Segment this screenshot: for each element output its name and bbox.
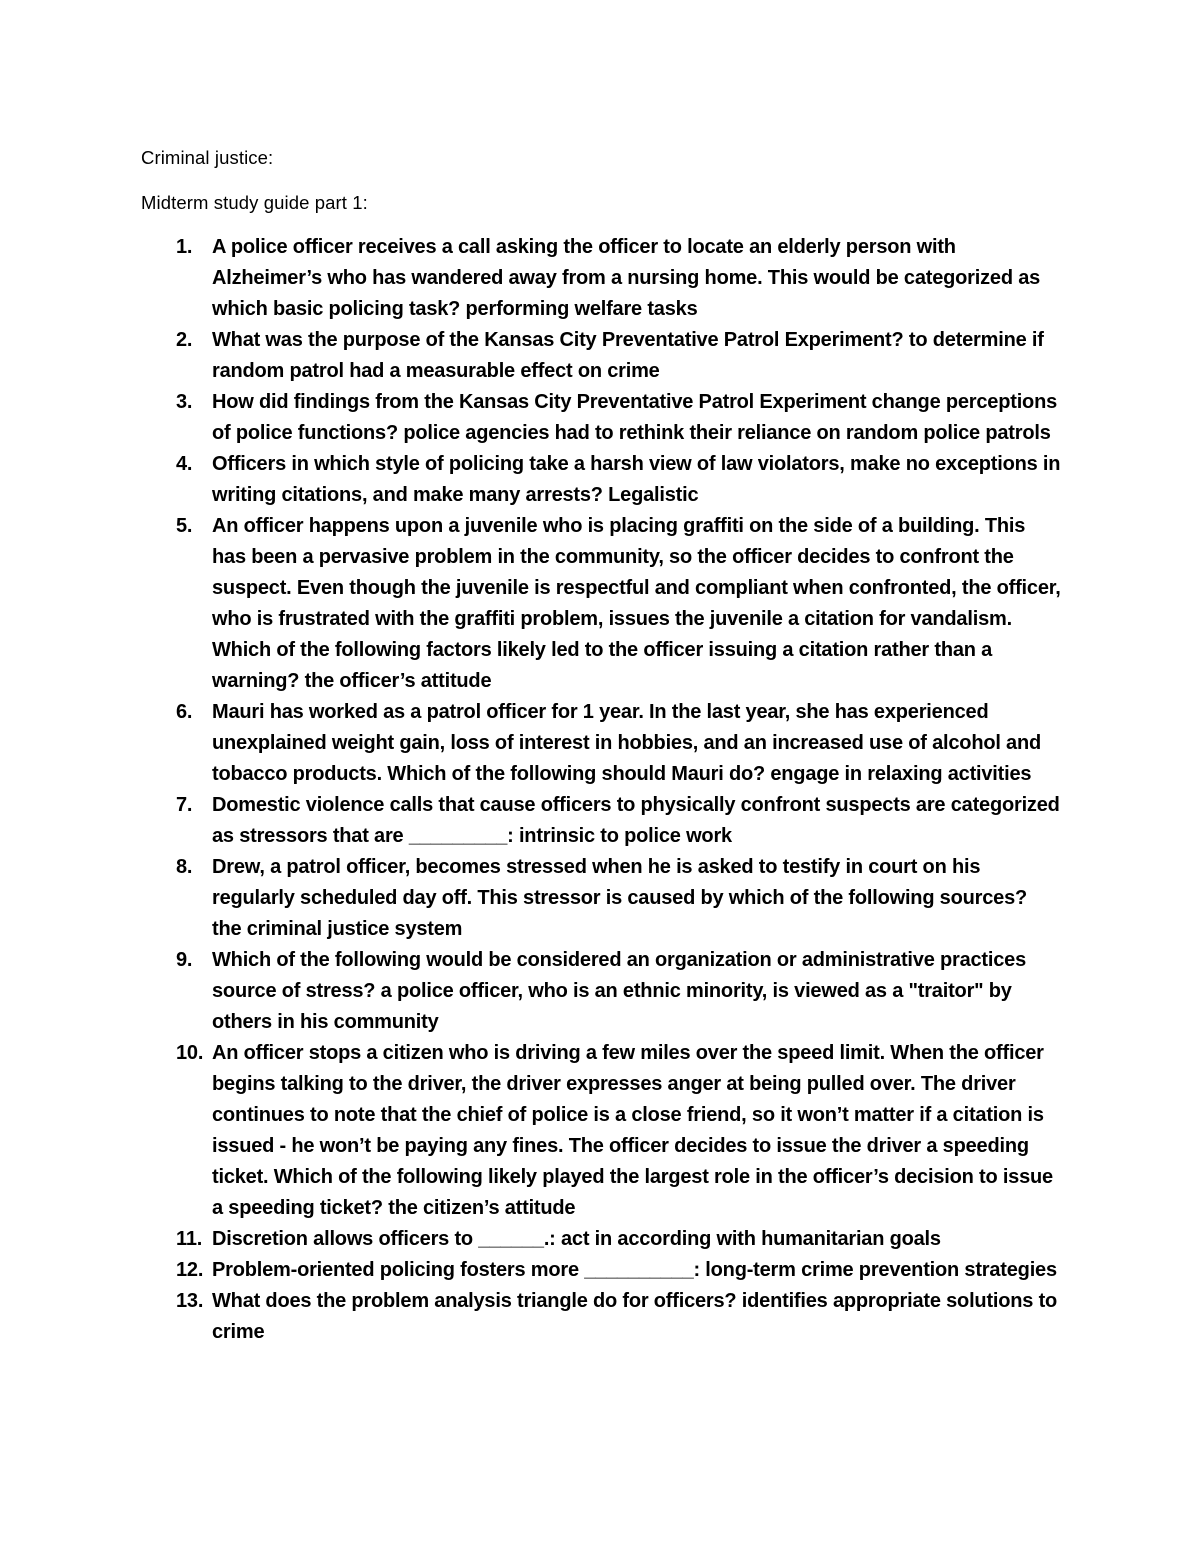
list-item [141, 1255, 1061, 1286]
list-item [141, 1286, 1061, 1348]
item-number: 6. [176, 701, 193, 723]
item-number: 10. [176, 1042, 204, 1064]
item-text: How did findings from the Kansas City Preventative Patrol Experiment change perceptions of police functions? police agencies had to rethink their reliance on random police patrols [212, 391, 1058, 444]
item-number: 13. [176, 1290, 204, 1312]
list-item [141, 449, 1061, 511]
list-item [141, 325, 1061, 387]
item-text: A police officer receives a call asking the officer to locate an elderly person with Alzheimer’s who has wandered away from a nursing home. This would be categorized as which basic policing task? performing welfare tasks [212, 236, 1041, 320]
item-number: 1. [176, 236, 193, 258]
item-text: Officers in which style of policing take a harsh view of law violators, make no exceptions in writing citations, and make many arrests? Legalistic [212, 453, 1061, 506]
item-text: What was the purpose of the Kansas City Preventative Patrol Experiment? to determine if random patrol had a measurable effect on crime [212, 329, 1044, 382]
document-title: Criminal justice: [141, 147, 274, 168]
list-item [141, 387, 1061, 449]
list-item [141, 697, 1061, 790]
item-text: Problem-oriented policing fosters more __________: long-term crime prevention strategies [212, 1259, 1057, 1281]
list-item [141, 511, 1061, 697]
item-text: Domestic violence calls that cause officers to physically confront suspects are categorized as stressors that are _________: intrinsic to police work [212, 794, 1060, 847]
list-item [141, 945, 1061, 1038]
question-list [141, 232, 1061, 1348]
item-number: 12. [176, 1259, 204, 1281]
item-number: 11. [176, 1228, 203, 1250]
item-number: 9. [176, 949, 193, 971]
item-number: 5. [176, 515, 193, 537]
document-body [141, 142, 1061, 1348]
list-item [141, 232, 1061, 325]
item-text: Which of the following would be considered an organization or administrative practices source of stress? a police officer, who is an ethnic minority, is viewed as a "traitor" by others in his community [212, 949, 1027, 1033]
item-text: Discretion allows officers to ______.: act in according with humanitarian goals [212, 1228, 941, 1250]
item-number: 8. [176, 856, 193, 878]
item-text: An officer stops a citizen who is driving a few miles over the speed limit. When the officer begins talking to the driver, the driver expresses anger at being pulled over. The driver continues to note that the chief of police is a close friend, so it won’t matter if a citation is issued - he won’t be paying any fines. The officer decides to issue the driver a speeding ticket. Which of the following likely played the largest role in the officer’s decision to issue a speeding ticket? the citizen’s attitude [212, 1042, 1053, 1219]
list-item [141, 852, 1061, 945]
item-text: Mauri has worked as a patrol officer for 1 year. In the last year, she has experienced unexplained weight gain, loss of interest in hobbies, and an increased use of alcohol and tobacco products. Which of the following should Mauri do? engage in relaxing activities [212, 701, 1042, 785]
item-number: 3. [176, 391, 193, 413]
item-text: Drew, a patrol officer, becomes stressed when he is asked to testify in court on his regularly scheduled day off. This stressor is caused by which of the following sources? the criminal justice system [212, 856, 1028, 940]
item-number: 7. [176, 794, 193, 816]
list-item [141, 1224, 1061, 1255]
item-number: 2. [176, 329, 193, 351]
item-text: An officer happens upon a juvenile who is placing graffiti on the side of a building. This has been a pervasive problem in the community, so the officer decides to confront the suspect. Even though the juvenile is respectful and compliant when confronted, the officer, who is frustrated with the graffiti problem, issues the juvenile a citation for vandalism. Which of the following factors likely led to the officer issuing a citation rather than a warning? the officer’s attitude [212, 515, 1061, 692]
document-subtitle: Midterm study guide part 1: [141, 192, 368, 213]
list-item [141, 790, 1061, 852]
list-item [141, 1038, 1061, 1224]
item-number: 4. [176, 453, 193, 475]
item-text: What does the problem analysis triangle do for officers? identifies appropriate solutions to crime [212, 1290, 1058, 1343]
